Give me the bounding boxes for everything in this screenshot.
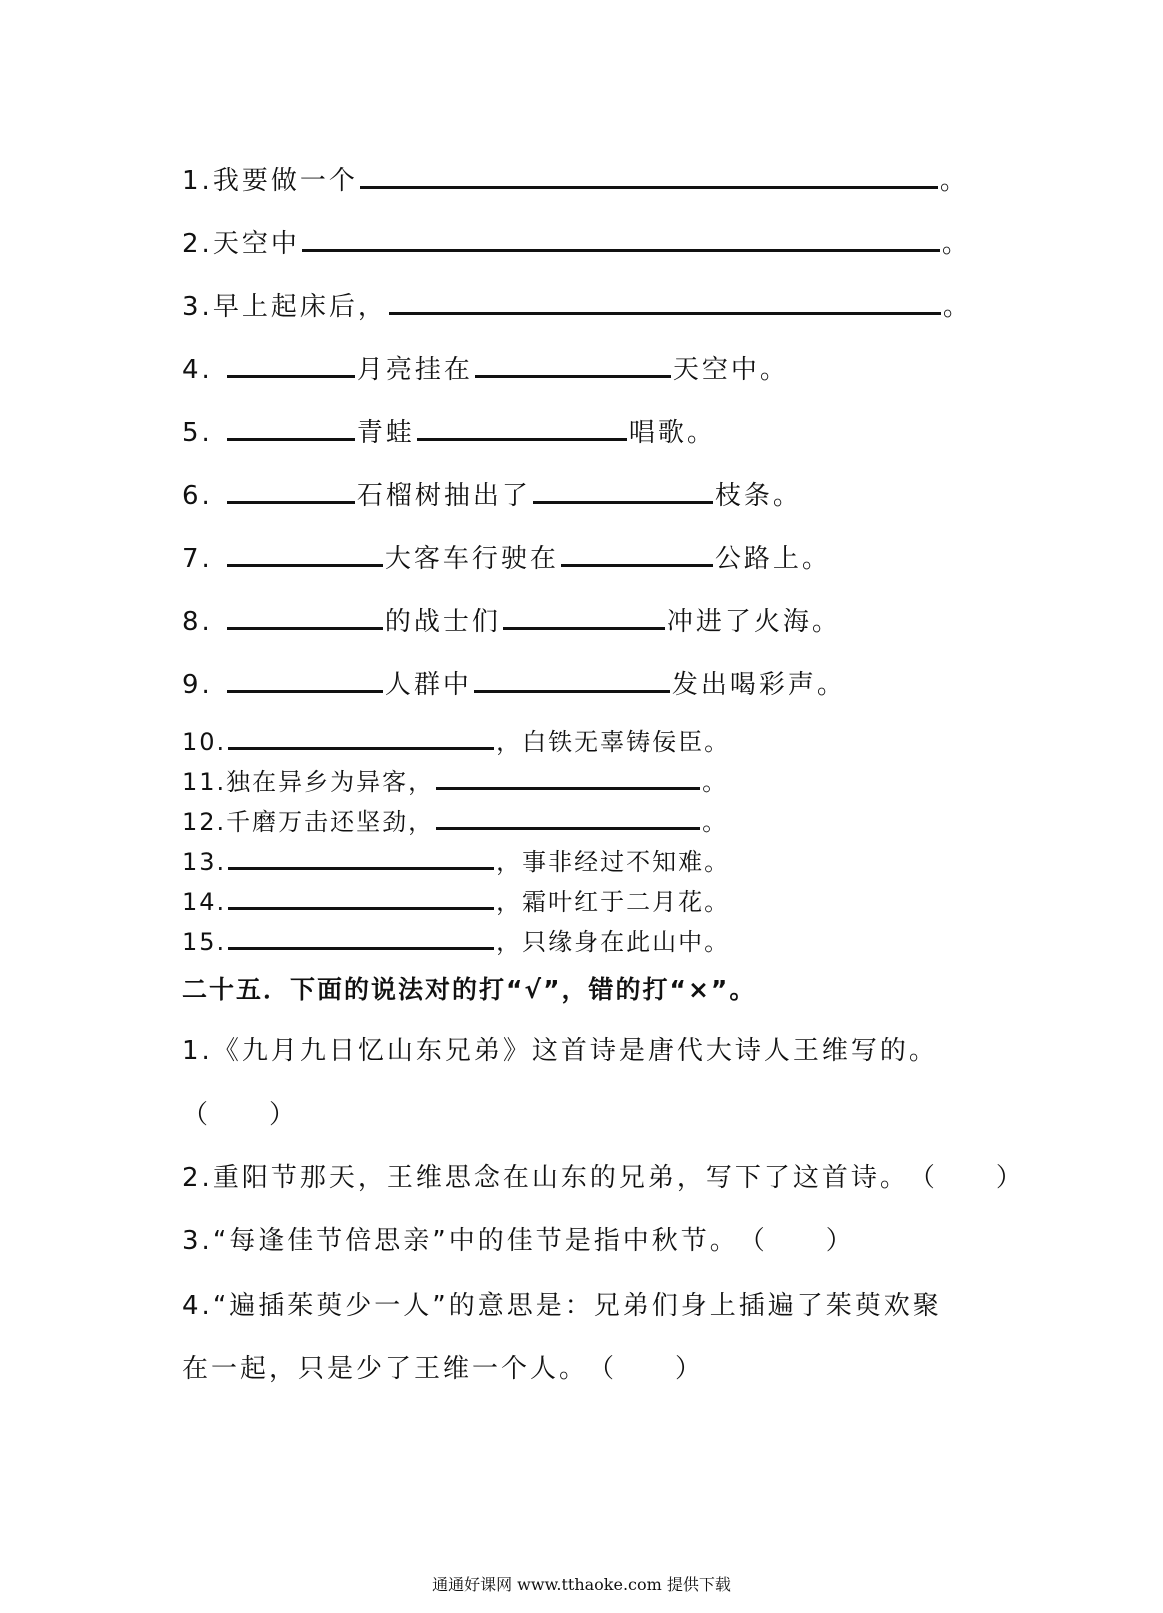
answer-blank[interactable] — [302, 227, 940, 252]
sentence-end: 。 — [941, 229, 971, 259]
poem-text: 独在异乡为异客， — [226, 768, 435, 796]
poem-end: 。 — [702, 768, 729, 796]
answer-blank[interactable] — [475, 353, 671, 378]
item-number: 15. — [182, 928, 227, 956]
poem-12 — [182, 805, 728, 837]
item-number: 4. — [182, 355, 213, 385]
judge-item-1 — [182, 1036, 938, 1066]
sentence-text: 天空中 — [212, 229, 300, 259]
sentence-text: 枝条。 — [714, 481, 802, 511]
item-number: 4. — [182, 1291, 213, 1321]
answer-blank[interactable] — [227, 416, 355, 441]
item-number: 3. — [182, 292, 213, 322]
item-number: 1. — [182, 1036, 213, 1066]
sentence-text: 天空中。 — [672, 355, 789, 385]
judge-text: 在一起，只是少了王维一个人。 — [182, 1354, 589, 1384]
item-number: 12. — [182, 808, 227, 836]
sentence-text: 发出喝彩声。 — [671, 670, 846, 700]
sentence-text: 早上起床后， — [212, 292, 387, 322]
item-number: 3. — [182, 1226, 213, 1256]
poem-13 — [182, 845, 730, 877]
sentence-text: 月亮挂在 — [356, 355, 473, 385]
item-number: 14. — [182, 888, 227, 916]
answer-paren[interactable]: （ ） — [588, 1354, 705, 1384]
sentence-7 — [182, 542, 831, 574]
sentence-text: 石榴树抽出了 — [356, 481, 531, 511]
sentence-3 — [182, 290, 972, 322]
sentence-end: 。 — [942, 292, 972, 322]
answer-blank[interactable] — [436, 765, 700, 790]
item-number: 6. — [182, 481, 213, 511]
judge-text: “每逢佳节倍思亲”中的佳节是指中秋节。 — [212, 1226, 739, 1256]
sentence-8 — [182, 605, 841, 637]
answer-blank[interactable] — [228, 725, 494, 750]
item-number: 7. — [182, 544, 213, 574]
answer-blank[interactable] — [228, 925, 494, 950]
poem-end: 。 — [702, 808, 729, 836]
item-number: 2. — [182, 1163, 213, 1193]
sentence-6 — [182, 479, 802, 511]
sentence-2 — [182, 227, 971, 259]
poem-14 — [182, 885, 730, 917]
answer-paren[interactable]: （ ） — [908, 1163, 1025, 1193]
page-footer: 通通好课网 www.tthaoke.com 提供下载 — [432, 1575, 731, 1594]
answer-blank[interactable] — [227, 479, 355, 504]
answer-blank[interactable] — [227, 353, 355, 378]
judge-item-3 — [182, 1226, 855, 1256]
answer-blank[interactable] — [227, 668, 383, 693]
sentence-end: 。 — [939, 166, 969, 196]
answer-blank[interactable] — [533, 479, 713, 504]
sentence-text: 唱歌。 — [628, 418, 716, 448]
sentence-9 — [182, 668, 846, 700]
item-number: 5. — [182, 418, 213, 448]
item-number: 2. — [182, 229, 213, 259]
poem-text: ，白铁无辜铸佞臣。 — [496, 728, 731, 756]
sentence-text: 人群中 — [384, 670, 472, 700]
sentence-text: 冲进了火海。 — [666, 607, 841, 637]
answer-blank[interactable] — [503, 605, 665, 630]
item-number: 8. — [182, 607, 213, 637]
item-number: 9. — [182, 670, 213, 700]
sentence-text: 大客车行驶在 — [384, 544, 559, 574]
answer-blank[interactable] — [561, 542, 713, 567]
answer-blank[interactable] — [474, 668, 670, 693]
poem-text: ，事非经过不知难。 — [496, 848, 731, 876]
judge-item-4-cont — [182, 1354, 704, 1384]
judge-item-1-paren — [182, 1100, 298, 1130]
answer-blank[interactable] — [436, 805, 700, 830]
answer-blank[interactable] — [389, 290, 941, 315]
sentence-5 — [182, 416, 716, 448]
answer-paren[interactable]: （ ） — [738, 1226, 855, 1256]
answer-blank[interactable] — [228, 845, 494, 870]
judge-item-4 — [182, 1291, 942, 1321]
judge-item-2 — [182, 1163, 1025, 1193]
answer-paren[interactable]: （ ） — [182, 1100, 299, 1130]
poem-text: ，只缘身在此山中。 — [496, 928, 731, 956]
answer-blank[interactable] — [227, 605, 383, 630]
answer-blank[interactable] — [417, 416, 627, 441]
sentence-text: 公路上。 — [714, 544, 831, 574]
poem-15 — [182, 925, 730, 957]
judge-text: 重阳节那天，王维思念在山东的兄弟，写下了这首诗。 — [212, 1163, 909, 1193]
poem-11 — [182, 765, 728, 797]
sentence-text: 的战士们 — [384, 607, 501, 637]
item-number: 10. — [182, 728, 227, 756]
poem-text: 千磨万击还坚劲， — [226, 808, 435, 836]
sentence-1 — [182, 164, 969, 196]
answer-blank[interactable] — [360, 164, 938, 189]
item-number: 13. — [182, 848, 227, 876]
answer-blank[interactable] — [228, 885, 494, 910]
sentence-text: 我要做一个 — [212, 166, 358, 196]
poem-text: ，霜叶红于二月花。 — [496, 888, 731, 916]
sentence-text: 青蛙 — [356, 418, 415, 448]
section-title: 二十五．下面的说法对的打“√”，错的打“×”。 — [182, 975, 757, 1004]
answer-blank[interactable] — [227, 542, 383, 567]
item-number: 11. — [182, 768, 227, 796]
judge-text: 《九月九日忆山东兄弟》这首诗是唐代大诗人王维写的。 — [212, 1036, 938, 1066]
poem-10 — [182, 725, 730, 757]
judge-text: “遍插茱萸少一人”的意思是：兄弟们身上插遍了茱萸欢聚 — [212, 1291, 942, 1321]
item-number: 1. — [182, 166, 213, 196]
sentence-4 — [182, 353, 789, 385]
